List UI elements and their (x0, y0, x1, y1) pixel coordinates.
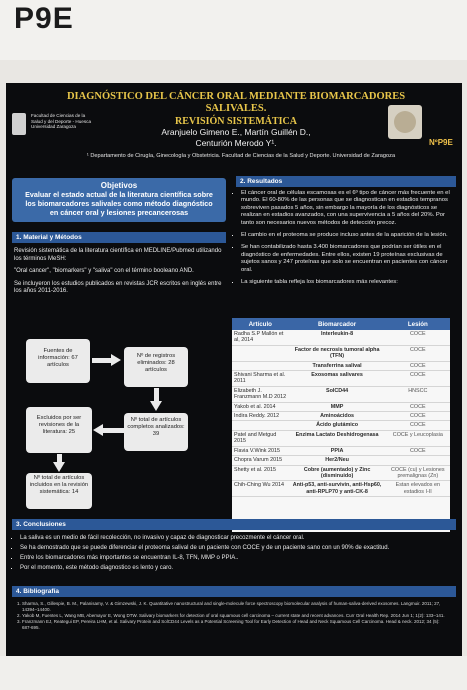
cell-lesion: COCE (386, 345, 450, 361)
objectives-title: Objetivos (100, 181, 138, 190)
bibliography-list (12, 601, 448, 631)
poster-title: DIAGNÓSTICO DEL CÁNCER ORAL MEDIANTE BIOMARCADORES SALIVALES. (66, 91, 406, 114)
cell-biomarker: PPIA (289, 446, 386, 455)
cell-article (232, 345, 289, 361)
cell-biomarker: Aminoácidos (289, 412, 386, 421)
methods-text (14, 248, 224, 301)
flow-arrow-left-icon (93, 424, 103, 436)
cell-biomarker: Exosomas salivares (289, 371, 386, 387)
cell-article (232, 361, 289, 370)
university-shield-icon (12, 113, 26, 135)
bibliography-item: 1. Sharma, S., Gillespie, B. M., Palanisamy, V. & Gimzewski, J. K. Quantitative nanostructural and single-molecule force spectroscopy biomolecular analysis of human-saliva-derived exosomes. Langmuir. 2011; 27, 14394–14400. (22, 601, 448, 613)
table-row (232, 361, 450, 370)
flow-arrow-down-icon (150, 401, 162, 411)
cell-biomarker: Interleukin-8 (289, 330, 386, 345)
bibliography-item: 3. Franzmann EJ, Reategui EP, Pereira LHM, et al. Salivary Protein and SolCD44 Levels as a Potential Screening Tool for Early Detection of Head and Neck Squamous Cell Carcinoma. Head & neck. 2012; 34 (5): 687-695. (22, 619, 448, 631)
cell-article: Radha S.P Mallón et al, 2014 (232, 330, 289, 345)
cell-lesion: COCE (386, 421, 450, 430)
bibliography-item: 2. Yakob M, Fuentes L, Wang MB, Abemayor E, Wong DTW. Salivary biomarkers for detection of oral squamous cell carcinoma – current state and recent advances. Curr Oral Health Rep. 2014 Jun 1; 1(2): 133–141. (22, 613, 448, 619)
cell-article: Chopra Varum 2015 (232, 456, 289, 465)
flow-arrow-right-icon (111, 354, 121, 366)
results-bullet: ▪ El cambio en el proteoma se produce incluso antes de la aparición de la lesión. (241, 232, 452, 239)
cell-lesion: COCE y Leucoplasia (386, 430, 450, 446)
table-row (232, 345, 450, 361)
conclusions-list (10, 533, 450, 573)
objectives-text: Evaluar el estado actual de la literatura científica sobre los biomarcadores salivales como método diagnóstico en cáncer oral y lesiones precancerosas (25, 190, 213, 217)
table-row (232, 402, 450, 411)
methods-paragraph: Revisión sistemática de la literatura científica en MEDLINE/Pubmed utilizando los términos MeSH: (14, 248, 222, 262)
results-bullet: ▪ La siguiente tabla refleja los biomarcadores más relevantes: (241, 279, 452, 286)
wall-background-bottom (0, 656, 467, 690)
results-bullet: ▪ El cáncer oral de células escamosas es el 6º tipo de cáncer más frecuente en el mundo. El 60-80% de las personas que se diagnostican en estadios tempranos sobreviven pasados 5 años, sin embargo la mayoría de los diagnósticos se realizan en estadios avanzados, con una supervivencia a 5 años del 20%. Por tanto son necesarios nuevos métodos de detección precoz. (241, 190, 452, 227)
cell-lesion: COCE (386, 371, 450, 387)
cell-biomarker: SolCD44 (289, 386, 386, 402)
table-row (232, 412, 450, 421)
table-header-row (232, 318, 450, 330)
cell-lesion: COCE (386, 412, 450, 421)
bibliography-heading: 4. Bibliografía (12, 586, 456, 597)
col-header-article: Artículo (232, 318, 289, 330)
table-row (232, 430, 450, 446)
flow-box-analyzed: Nº total de artículos completos analizados: 39 (124, 413, 188, 451)
cell-article: Indira Reddy. 2012 (232, 412, 289, 421)
cell-article: Shivani Sharma et al. 2011 (232, 371, 289, 387)
table-row (232, 465, 450, 481)
conclusion-item: ▪ Se ha demostrado que se puede diferenciar el proteoma salival de un paciente con COCE y de un paciente sano con un 90% de exactitud. (20, 543, 450, 553)
table-row (232, 456, 450, 465)
table-row (232, 371, 450, 387)
poster-affiliation: ¹ Departamento de Cirugía, Ginecología y Obstetricia. Facultad de Ciencias de la Salud y Deporte. Universidad de Zaragoza (86, 153, 396, 159)
flow-box-included: Nº total de artículos incluidos en la revisión sistemática: 14 (26, 473, 92, 509)
col-header-biomarker: Biomarcador (289, 318, 386, 330)
col-header-lesion: Lesión (386, 318, 450, 330)
table-row (232, 481, 450, 497)
cell-article: Flavia V.Wink 2015 (232, 446, 289, 455)
flow-box-sources: Fuentes de información: 67 artículos (26, 339, 90, 383)
cell-biomarker: Factor de necrosis tumoral alpha (TFN) (289, 345, 386, 361)
cell-article (232, 421, 289, 430)
cell-biomarker: MMP (289, 402, 386, 411)
cell-biomarker: Enzima Lactato Deshidrogenasa (289, 430, 386, 446)
objectives-box (12, 178, 226, 222)
results-bullets (232, 190, 452, 291)
cell-article: Patel and Metgud 2015 (232, 430, 289, 446)
flow-box-removed: Nº de registros eliminados: 28 artículos (124, 347, 188, 387)
table-row (232, 421, 450, 430)
methods-heading: 1. Material y Métodos (12, 232, 226, 243)
results-heading: 2. Resultados (236, 176, 456, 187)
conclusion-item: ▪ Por el momento, este método diagnostico es lento y caro. (20, 563, 450, 573)
authors-line-2: Centurión Merodo Y¹. (195, 138, 277, 148)
cell-lesion (386, 456, 450, 465)
cell-biomarker: Cobre (aumentado) y Zinc (disminuido) (289, 465, 386, 481)
flow-box-excluded: Excluidos por ser revisiones de la literatura: 25 (26, 407, 92, 453)
flow-arrow-shaft (102, 428, 124, 433)
poster-subtitle: REVISIÓN SISTEMÁTICA (175, 116, 297, 127)
cell-lesion: HNSCC (386, 386, 450, 402)
table-row (232, 386, 450, 402)
cell-lesion: COCE (386, 330, 450, 345)
poster-authors (126, 127, 346, 149)
cell-article: Chih-Ching Wu 2014 (232, 481, 289, 497)
biomarkers-table (232, 318, 450, 532)
authors-line-1: Aranjuelo Gimeno E., Martín Guillén D., (161, 127, 311, 137)
conclusion-item: ▪ Entre los biomarcadores más importantes se encuentran IL-8, TFN, MMP o PPIA.. (20, 553, 450, 563)
cell-biomarker: Ácido glutámico (289, 421, 386, 430)
university-logo-text: Facultad de Ciencias de la Salud y del Deporte - Huesca Universidad Zaragoza (31, 113, 92, 130)
methods-paragraph: Se incluyeron los estudios publicados en revistas JCR escritos en inglés entre los años 2011-2016. (14, 280, 222, 295)
flow-diagram (18, 335, 223, 510)
cell-article: Yakob et al. 2014 (232, 402, 289, 411)
conclusion-item: ▪ La saliva es un medio de fácil recolección, no invasivo y capaz de diagnosticar precozmente el cáncer oral. (20, 533, 450, 543)
cell-lesion: COCE (cu) y Lesiones premalignas (Zn) (386, 465, 450, 481)
poster-code: NºP9E (429, 138, 453, 147)
cell-lesion: COCE (386, 402, 450, 411)
cell-biomarker: Her2/Neu (289, 456, 386, 465)
table-row (232, 446, 450, 455)
flow-arrow-shaft (154, 388, 159, 402)
table-body (232, 330, 450, 497)
cell-lesion: COCE (386, 361, 450, 370)
board-id-label: P9E (14, 2, 74, 35)
conclusions-heading: 3. Conclusiones (12, 519, 456, 530)
methods-paragraph: "Oral cancer", "biomarkers" y "saliva" con el término booleano AND. (14, 268, 194, 275)
table-row (232, 330, 450, 345)
flow-arrow-shaft (92, 358, 112, 363)
cell-article: Shetty et al. 2015 (232, 465, 289, 481)
cell-lesion: Estan elevados en estadios I-II (386, 481, 450, 497)
cell-biomarker: Anti-p53, anti-survivin, anti-Hsp60, anti-RPLP70 y anti-CK-8 (289, 481, 386, 497)
cell-lesion: COCE (386, 446, 450, 455)
results-bullet: ▪ Se han contabilizado hasta 3.400 biomarcadores que podrían ser útiles en el diagnóstico de enfermedades. Entre ellos, existen 19 proteínas exclusivas de sujetos sanos y 247 proteínas que solo se encuentran en pacientes con cáncer oral. (241, 244, 452, 274)
flow-arrow-down-icon (53, 462, 65, 472)
cell-biomarker: Transferrina salival (289, 361, 386, 370)
cell-article: Elizabeth J. Franzmann M.D 2012 (232, 386, 289, 402)
